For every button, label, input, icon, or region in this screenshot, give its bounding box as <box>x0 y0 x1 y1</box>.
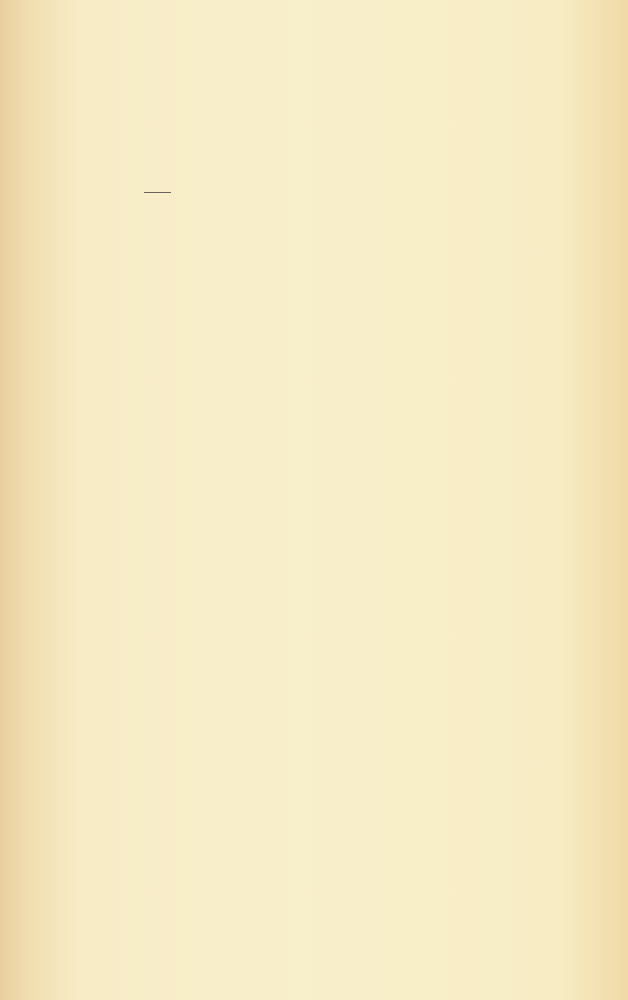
text-line <box>58 349 76 376</box>
text-line <box>118 180 136 207</box>
equation-8 <box>126 238 188 311</box>
